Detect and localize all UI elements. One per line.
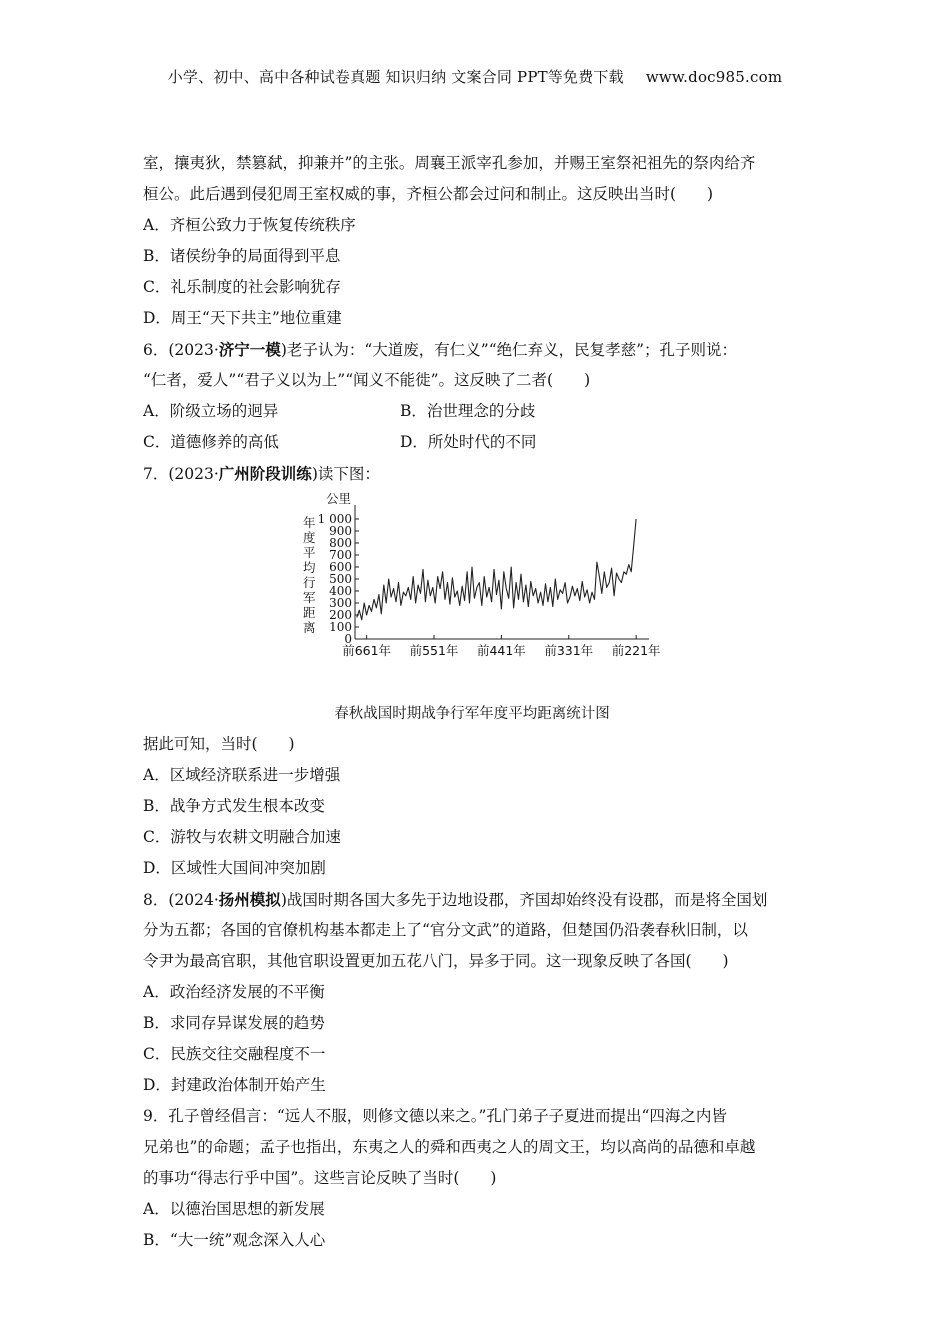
y-axis-label: 年度平均行军距离 (303, 515, 316, 635)
q5-option-b[interactable]: B．诸侯纷争的局面得到平息 (143, 247, 341, 265)
x-tick-label: 前551年 (409, 643, 459, 658)
q6-options-row-2 (143, 427, 811, 458)
q7-chart (143, 489, 811, 699)
q7-option-a[interactable]: A．区域经济联系进一步增强 (143, 766, 341, 784)
y-tick-label: 900 (329, 524, 352, 538)
y-tick-label: 100 (329, 620, 352, 634)
q9-option-b[interactable]: B．“大一统”观念深入人心 (143, 1231, 326, 1249)
chart-title: 春秋战国时期战争行军年度平均距离统计图 (334, 706, 610, 722)
question-8 (143, 884, 811, 1101)
q5-option-a[interactable]: A．齐桓公致力于恢复传统秩序 (143, 216, 356, 234)
q6-stem-line-2: “仁者，爱人”“君子义以为上”“闻义不能徙”。这反映了二者( ) (143, 371, 591, 389)
q8-stem-line-3: 令尹为最高官职，其他官职设置更加五花八门，异多于同。这一现象反映了各国( ) (143, 952, 729, 970)
q7-option-c[interactable]: C．游牧与农耕文明融合加速 (143, 828, 341, 846)
q6-prefix: 6．(2023· (143, 341, 219, 359)
x-tick-label: 前441年 (476, 643, 526, 658)
q7-option-d[interactable]: D．区域性大国间冲突加剧 (143, 859, 326, 877)
y-tick-label: 500 (329, 572, 352, 586)
q5-stem-line-1: 室，攘夷狄，禁篡弑，抑兼并”的主张。周襄王派宰孔参加，并赐王室祭祀祖先的祭肉给齐 (143, 154, 756, 172)
q5-option-d[interactable]: D．周王“天下共主”地位重建 (143, 309, 342, 327)
header-site[interactable]: www.doc985.com (645, 68, 783, 86)
q8-stem-line-1 (143, 884, 811, 915)
q8-option-d[interactable]: D．封建政治体制开始产生 (143, 1076, 326, 1094)
q8-source: 扬州模拟 (218, 890, 281, 909)
q8-stem-rest: )战国时期各国大多先于边地设郡，齐国却始终没有设郡，而是将全国划 (280, 891, 768, 909)
question-5 (143, 148, 811, 334)
q6-options-row-1 (143, 396, 811, 427)
march-distance-chart (289, 489, 669, 699)
q6-stem-rest: )老子认为：“大道废，有仁义”“绝仁弃义，民复孝慈”；孔子则说： (280, 341, 738, 359)
y-tick-label: 200 (329, 608, 352, 622)
header-text: 小学、初中、高中各种试卷真题 知识归纳 文案合同 PPT等免费下载 (167, 68, 624, 86)
q6-option-a[interactable]: A．阶级立场的迥异 (143, 402, 279, 420)
q6-option-d[interactable]: D．所处时代的不同 (400, 433, 537, 451)
q6-option-b[interactable]: B．治世理念的分歧 (400, 402, 536, 420)
q7-prefix: 7．(2023· (143, 465, 219, 483)
q8-option-b[interactable]: B．求同存异谋发展的趋势 (143, 1014, 325, 1032)
y-unit-label: 公里 (325, 491, 351, 506)
series-line (357, 519, 636, 620)
q8-option-a[interactable]: A．政治经济发展的不平衡 (143, 983, 325, 1001)
q5-option-c[interactable]: C．礼乐制度的社会影响犹存 (143, 278, 341, 296)
y-tick-label: 600 (329, 560, 352, 574)
q5-stem-line-2: 桓公。此后遇到侵犯周王室权威的事，齐桓公都会过问和制止。这反映出当时( ) (143, 185, 714, 203)
question-9 (143, 1101, 811, 1256)
question-7 (143, 458, 811, 884)
q6-option-c[interactable]: C．道德修养的高低 (143, 433, 279, 451)
y-tick-label: 0 (344, 632, 352, 646)
q8-prefix: 8．(2024· (143, 891, 219, 909)
q7-stem (143, 458, 811, 489)
q7-source: 广州阶段训练 (218, 464, 312, 483)
q8-stem-line-2: 分为五都；各国的官僚机构基本都走上了“官分文武”的道路，但楚国仍沿袭春秋旧制，以 (143, 921, 748, 939)
question-6 (143, 334, 811, 458)
x-tick-label: 前661年 (342, 643, 392, 658)
y-tick-label: 700 (329, 548, 352, 562)
exam-content (143, 148, 811, 1256)
q7-option-b[interactable]: B．战争方式发生根本改变 (143, 797, 325, 815)
y-tick-label: 800 (329, 536, 352, 550)
y-tick-label: 1 000 (317, 512, 352, 526)
q7-question: 据此可知，当时( ) (143, 735, 295, 753)
q9-stem-line-1: 9．孔子曾经倡言：“远人不服，则修文德以来之。”孔门弟子子夏进而提出“四海之内皆 (143, 1107, 727, 1125)
page-header (0, 66, 950, 87)
x-tick-label: 前331年 (544, 643, 594, 658)
y-tick-label: 400 (329, 584, 352, 598)
q7-stem-rest: )读下图： (311, 465, 380, 483)
q6-source: 济宁一模 (218, 340, 281, 359)
q6-stem-line-1 (143, 334, 811, 365)
q8-option-c[interactable]: C．民族交往交融程度不一 (143, 1045, 326, 1063)
q9-option-a[interactable]: A．以德治国思想的新发展 (143, 1200, 325, 1218)
y-tick-label: 300 (329, 596, 352, 610)
q9-stem-line-2: 兄弟也”的命题；孟子也指出，东夷之人的舜和西夷之人的周文王，均以高尚的品德和卓越 (143, 1138, 756, 1156)
x-tick-label: 前221年 (611, 643, 661, 658)
q9-stem-line-3: 的事功“得志行乎中国”。这些言论反映了当时( ) (143, 1169, 497, 1187)
